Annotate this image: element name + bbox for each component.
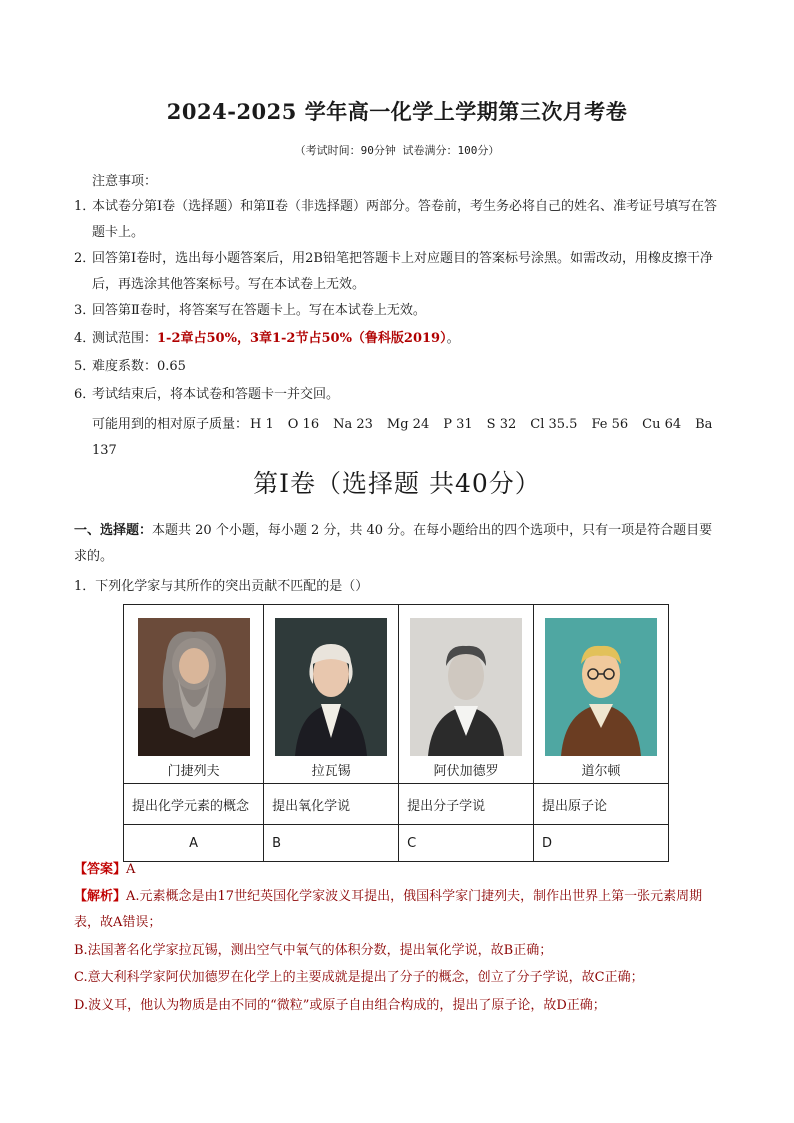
- mendeleev-portrait: [138, 618, 250, 756]
- note-2: [74, 246, 724, 298]
- note-text: 考试结束后，将本试卷和答题卡一并交回。: [92, 387, 340, 402]
- note-number: 5．: [74, 359, 96, 374]
- contribution-cell: 提出原子论: [534, 784, 669, 825]
- atomic-mass: S 32: [486, 417, 517, 432]
- analysis-line-c: C.意大利科学家阿伏加德罗在化学上的主要成就是提出了分子的概念，创立了分子学说，故C正确；: [74, 970, 644, 985]
- scientist-cell: [399, 605, 534, 784]
- notes-heading: 注意事项：: [92, 174, 158, 189]
- option-label: C: [399, 825, 534, 862]
- scientist-name: 阿伏加德罗: [433, 763, 499, 779]
- option-label: A: [124, 825, 264, 862]
- atomic-mass: Cl 35.5: [530, 417, 578, 432]
- note-number: 4．: [74, 331, 96, 346]
- note-text: 回答第Ⅰ卷时，选出每小题答案后，用2B铅笔把答题卡上对应题目的答案标号涂黑。如需改动，用橡皮擦干净后，再选涂其他答案标号。写在本试卷上无效。: [92, 251, 713, 292]
- test-scope-highlight: 1-2章占50%，3章1-2节占50%（鲁科版2019）: [157, 331, 447, 346]
- contribution-cell: 提出分子学说: [399, 784, 534, 825]
- answer-value: A: [126, 862, 136, 877]
- note-5: [74, 354, 724, 380]
- note-number: 2．: [74, 251, 96, 266]
- atomic-mass: Ba 137: [92, 417, 713, 458]
- atomic-mass: O 16: [287, 417, 320, 432]
- atomic-masses: [92, 412, 732, 464]
- note-6: [74, 382, 724, 408]
- atomic-mass: Mg 24: [386, 417, 430, 432]
- note-1: [74, 194, 724, 246]
- lavoisier-portrait: [275, 618, 387, 756]
- option-label: B: [264, 825, 399, 862]
- atomic-mass: Cu 64: [642, 417, 682, 432]
- section-title: 第Ⅰ卷（选择题 共40分）: [253, 469, 541, 498]
- analysis-line-a: [74, 884, 724, 936]
- atomic-mass: P 31: [443, 417, 473, 432]
- note-number: 1．: [74, 199, 96, 214]
- analysis-tag: 【解析】: [74, 889, 127, 904]
- atomic-masses-label: 可能用到的相对原子质量：: [92, 417, 249, 432]
- dalton-portrait: [545, 618, 657, 756]
- exam-subtitle: （考试时间：90分钟 试卷满分：100分）: [294, 144, 500, 157]
- note-text: 难度系数：0.65: [92, 359, 186, 374]
- analysis-line-b: B.法国著名化学家拉瓦锡，测出空气中氧气的体积分数，提出氧化学说，故B正确；: [74, 943, 553, 958]
- section-instructions: [74, 518, 724, 570]
- note-4: [74, 326, 724, 352]
- note-text-suffix: 。: [446, 331, 460, 346]
- question-1-stem: 1．下列化学家与其所作的突出贡献不匹配的是（）: [74, 579, 369, 594]
- instructions-text: 本题共 20 个小题，每小题 2 分，共 40 分。在每小题给出的四个选项中，只有一项是符合题目要求的。: [74, 523, 713, 564]
- exam-title: 2024-2025 学年高一化学上学期第三次月考卷: [166, 99, 628, 124]
- answer-tag: 【答案】: [74, 862, 127, 877]
- instructions-prefix: 一、选择题：: [74, 523, 153, 538]
- note-text: 回答第Ⅱ卷时，将答案写在答题卡上。写在本试卷上无效。: [92, 303, 426, 318]
- scientist-cell: [124, 605, 264, 784]
- analysis-text: A.元素概念是由17世纪英国化学家波义耳提出，俄国科学家门捷列夫，制作出世界上第一张元素周期表，故A错误；: [74, 889, 703, 930]
- contribution-cell: 提出化学元素的概念: [124, 784, 264, 825]
- scientist-cell: [264, 605, 399, 784]
- atomic-mass: Na 23: [333, 417, 373, 432]
- note-3: [74, 298, 724, 324]
- atomic-mass: H 1: [250, 417, 274, 432]
- note-number: 3．: [74, 303, 96, 318]
- atomic-mass: Fe 56: [591, 417, 629, 432]
- analysis-line-d: D.波义耳，他认为物质是由不同的“微粒”或原子自由组合构成的，提出了原子论，故D正确；: [74, 998, 606, 1013]
- option-label: D: [534, 825, 669, 862]
- avogadro-portrait: [410, 618, 522, 756]
- answer-line: [74, 857, 724, 883]
- scientist-name: 门捷列夫: [167, 763, 220, 779]
- scientist-cell: [534, 605, 669, 784]
- question-1-table: [123, 604, 669, 862]
- contribution-cell: 提出氧化学说: [264, 784, 399, 825]
- scientist-name: 道尔顿: [581, 763, 621, 779]
- note-text: 本试卷分第Ⅰ卷（选择题）和第Ⅱ卷（非选择题）两部分。答卷前，考生务必将自己的姓名、准考证号填写在答题卡上。: [92, 199, 717, 240]
- note-text: 测试范围：: [92, 331, 158, 346]
- note-number: 6．: [74, 387, 96, 402]
- scientist-name: 拉瓦锡: [311, 763, 351, 779]
